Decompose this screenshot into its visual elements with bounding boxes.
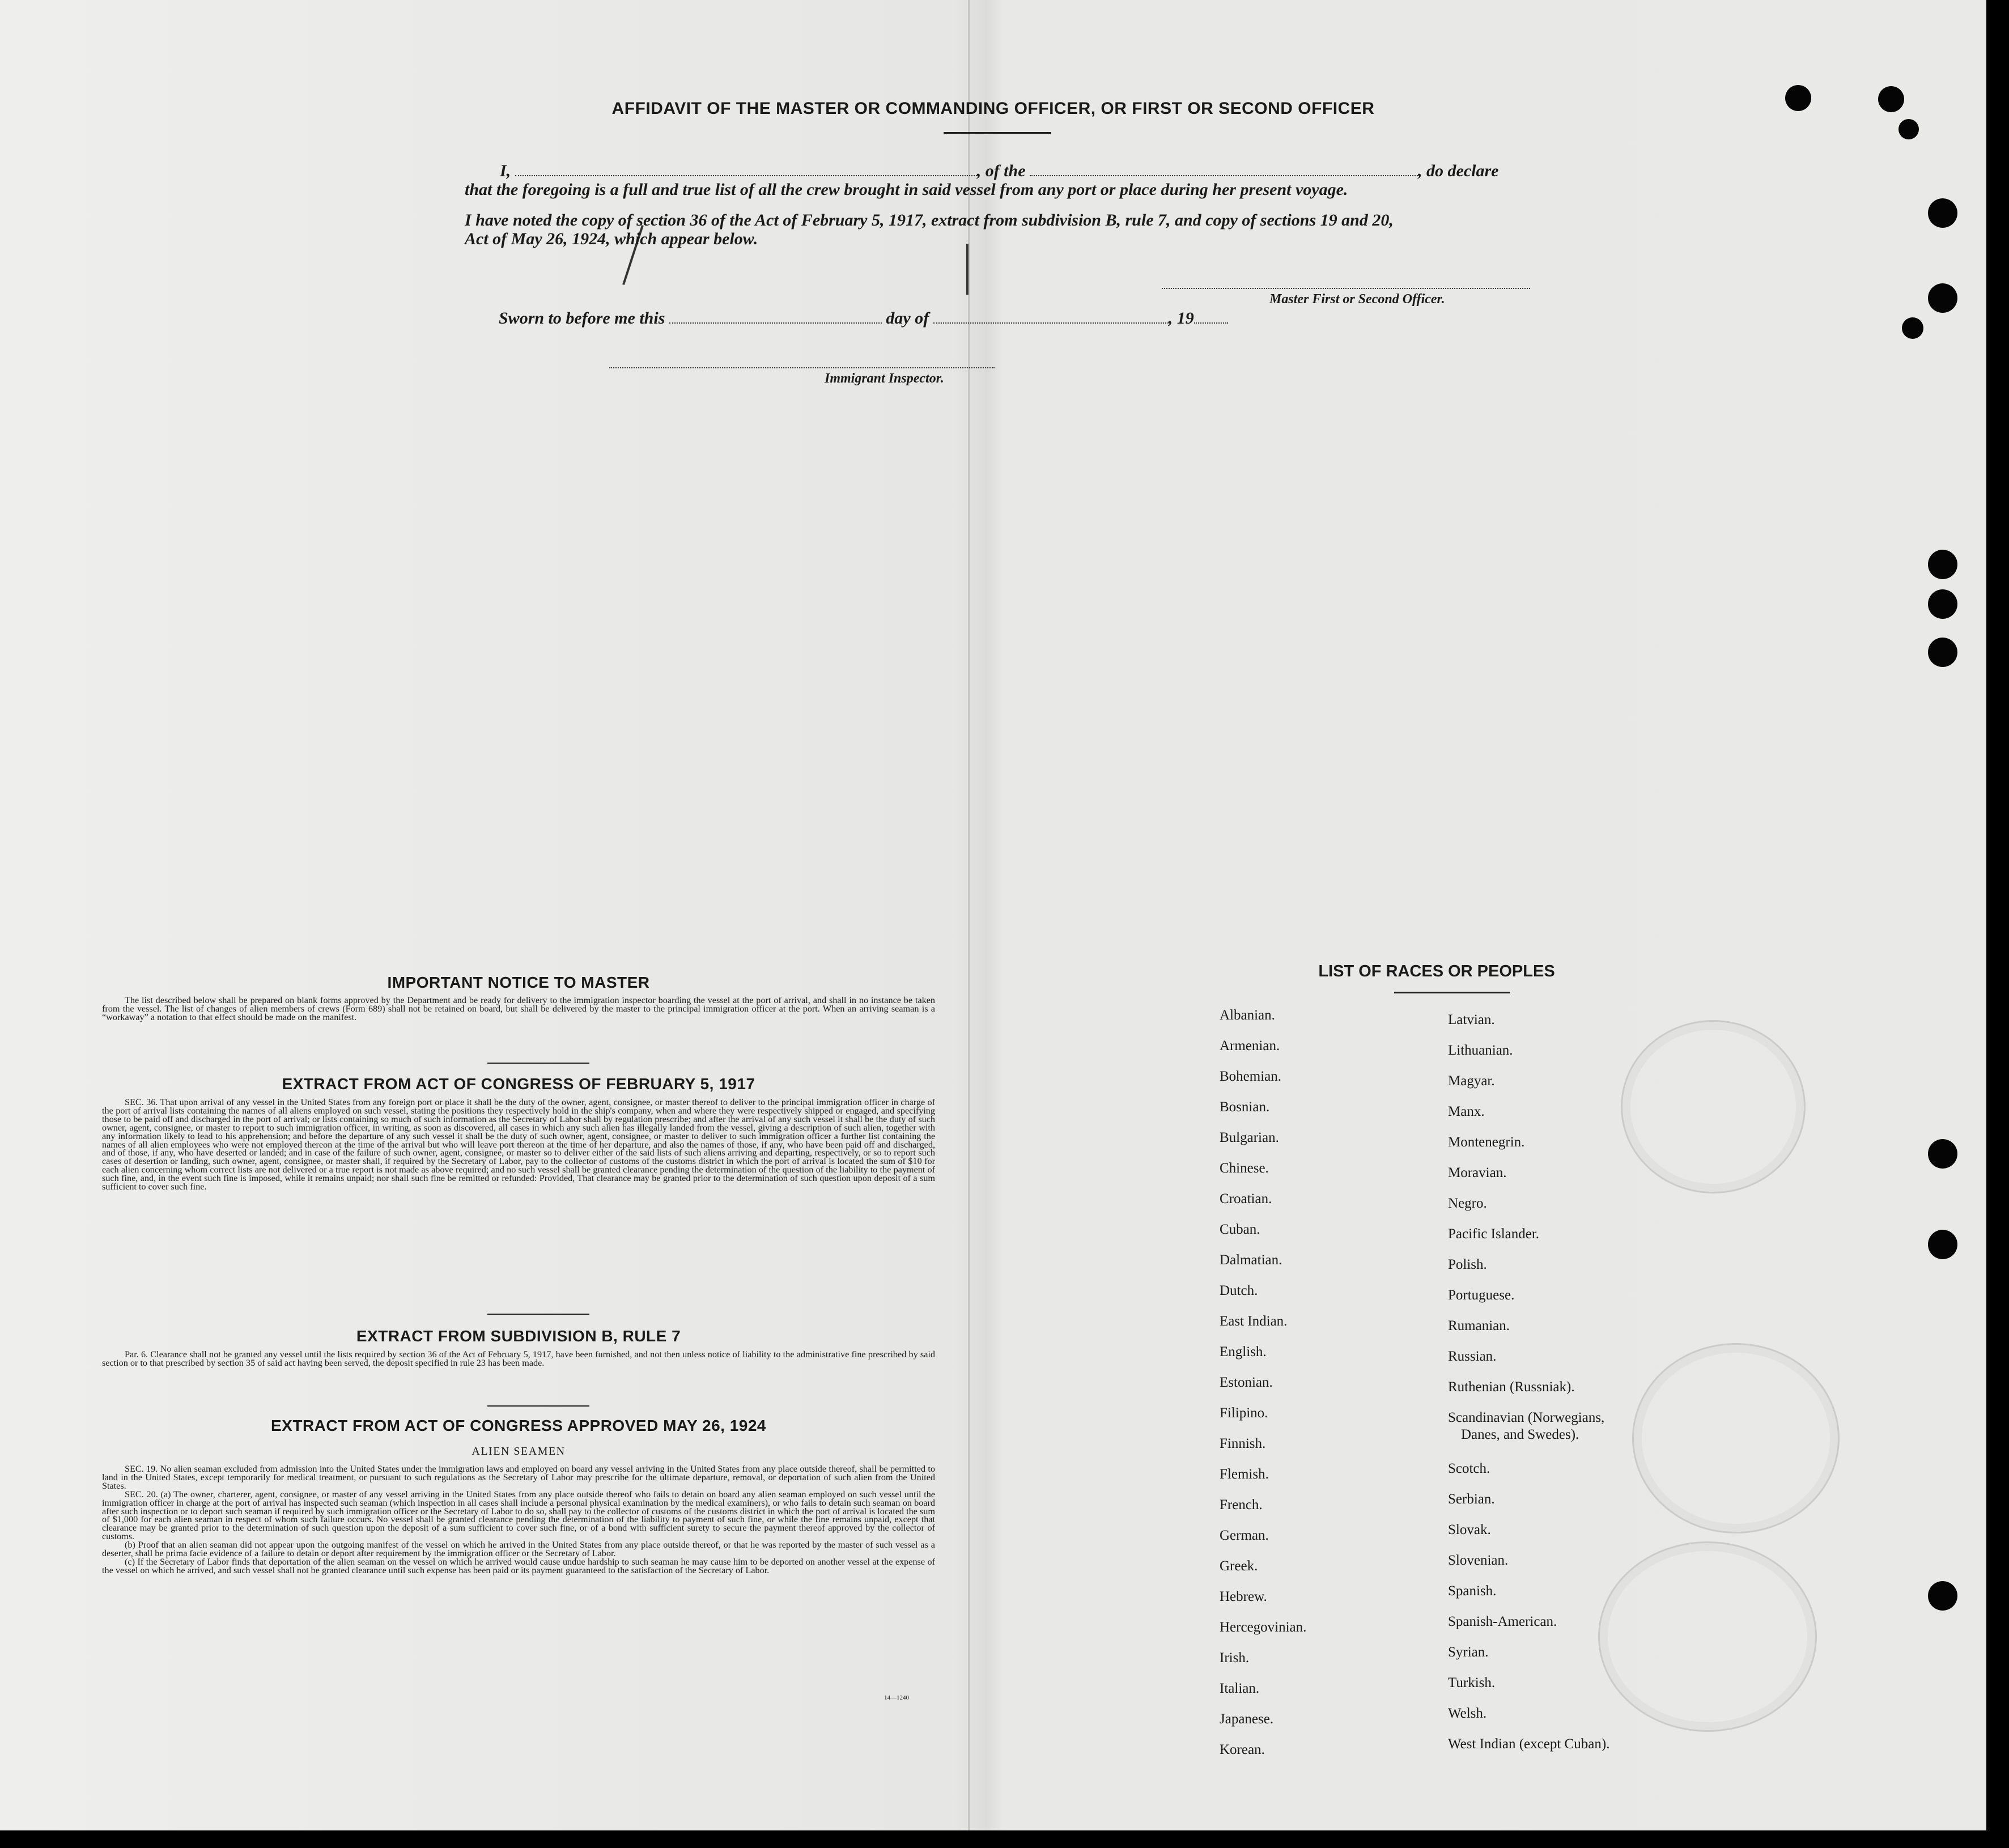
punch-hole bbox=[1898, 119, 1919, 139]
master-signature-field[interactable] bbox=[1162, 288, 1530, 289]
extract-1924-title: EXTRACT FROM ACT OF CONGRESS APPROVED MAY 26, 1924 bbox=[271, 1417, 766, 1434]
race-item: Filipino. bbox=[1220, 1405, 1268, 1421]
extract-rule7-text: Par. 6. Clearance shall not be granted any vessel until the lists required by section 36 of the Act of February 5, 1917, have been furnished, and not then unless notice of liability to the administrative fine prescribed by said section or to that prescribed by section 35 of said act having been served, the deposit specified in rule 23 has been made. bbox=[102, 1349, 935, 1368]
race-item: Albanian. bbox=[1220, 1008, 1275, 1023]
race-item: Italian. bbox=[1220, 1681, 1260, 1696]
sworn-year-label: , 19 bbox=[1168, 309, 1194, 328]
race-item: Bohemian. bbox=[1220, 1069, 1282, 1084]
punch-hole bbox=[1928, 1581, 1957, 1611]
race-item: Slovenian. bbox=[1448, 1553, 1509, 1568]
race-item: German. bbox=[1220, 1528, 1269, 1543]
affidavit-line-3: I have noted the copy of section 36 of the Act of February 5, 1917, extract from subdivision B, rule 7, and copy of sections 19 and 20, bbox=[465, 211, 1394, 230]
sworn-month-field[interactable] bbox=[933, 311, 1169, 324]
races-title: LIST OF RACES OR PEOPLES bbox=[1318, 962, 1555, 980]
embossed-seal bbox=[1598, 1541, 1817, 1732]
race-item: English. bbox=[1220, 1344, 1267, 1360]
affidavit-line-1 bbox=[500, 162, 1498, 181]
race-item: Russian. bbox=[1448, 1349, 1497, 1364]
race-item: Welsh. bbox=[1448, 1706, 1487, 1721]
punch-hole bbox=[1928, 589, 1957, 619]
extract-1924-subtitle: ALIEN SEAMEN bbox=[472, 1445, 566, 1458]
extract-1917-title: EXTRACT FROM ACT OF CONGRESS OF FEBRUARY 5, 1917 bbox=[282, 1075, 755, 1093]
inspector-signature-label: Immigrant Inspector. bbox=[825, 371, 944, 386]
punch-hole bbox=[1928, 283, 1957, 313]
race-item: Magyar. bbox=[1448, 1073, 1495, 1089]
race-item: Spanish. bbox=[1448, 1583, 1497, 1599]
race-item: Armenian. bbox=[1220, 1038, 1280, 1053]
race-item: Korean. bbox=[1220, 1742, 1265, 1757]
race-item: Scotch. bbox=[1448, 1461, 1490, 1476]
form-number: 14—1240 bbox=[884, 1694, 909, 1701]
race-item: Dalmatian. bbox=[1220, 1252, 1282, 1268]
races-title-rule bbox=[1394, 992, 1510, 993]
punch-hole bbox=[1928, 198, 1957, 228]
race-item: East Indian. bbox=[1220, 1314, 1288, 1329]
declarant-prefix: I, bbox=[500, 162, 511, 180]
embossed-seal bbox=[1632, 1343, 1840, 1533]
declarant-name-field[interactable] bbox=[515, 164, 977, 176]
section-rule bbox=[487, 1405, 589, 1407]
pen-mark bbox=[966, 244, 969, 295]
race-item: Hercegovinian. bbox=[1220, 1620, 1307, 1635]
race-item: Lithuanian. bbox=[1448, 1043, 1513, 1058]
race-item: Serbian. bbox=[1448, 1492, 1495, 1507]
extract-1924-body bbox=[102, 1465, 935, 1683]
sworn-line bbox=[499, 309, 1228, 328]
inspector-signature-field[interactable] bbox=[609, 367, 995, 368]
sworn-prefix: Sworn to before me this bbox=[499, 309, 665, 328]
race-item: Syrian. bbox=[1448, 1645, 1489, 1660]
sec-19-text: SEC. 19. No alien seaman excluded from admission into the United States under the immigration laws and employed on board any vessel arriving in the United States from any place outside thereof, shall be permitted to land in the United States, except temporarily for medical treatment, or pursuant to such regulations as the Secretary of Labor may prescribe for the ultimate departure, removal, or deportation of such alien from the United States. bbox=[102, 1464, 935, 1491]
race-item: Chinese. bbox=[1220, 1161, 1269, 1176]
race-item: Flemish. bbox=[1220, 1467, 1269, 1482]
extract-1917-text: SEC. 36. That upon arrival of any vessel in the United States from any foreign port or place it shall be the duty of the owner, agent, consignee, or master thereof to deliver to the principal immigration officer in charge of the port of arrival lists containing the names of all aliens employed on such vessel, stating the positions they respectively hold in the ship's company, when and where they were respectively shipped or engaged, and specifying those to be paid off and discharged in the port of arrival; or lists containing so much of such information as the Secretary of Labor shall by regulation prescribe; and after the arrival of any such vessel it shall be the duty of such owner, agent, consignee, or master to report to such immigration officer, in writing, as soon as discovered, all cases in which any such alien has illegally landed from the vessel, giving a description of such alien, together with any information likely to lead to his apprehension; and before the departure of any such vessel it shall be the duty of such owner, agent, consignee, or master to deliver to such immigration officer a further list containing the names of all alien employees who were not employed thereon at the time of the arrival but who will leave port thereon at the time of her departure, and also the names of those, if any, who have been paid off and discharged, and of those, if any, who have deserted or landed; and in case of the failure of such owner, agent, consignee, or master so to deliver either of the said lists of such aliens arriving and departing, respectively, or so to report such cases of desertion or landing, such owner, agent, consignee, or master shall, if required by the Secretary of Labor, pay to the collector of customs of the customs district in which the port of arrival is located the sum of $10 for each alien concerning whom correct lists are not delivered or a true report is not made as above required; and no such vessel shall be granted clearance pending the determination of the question of the liability to the payment of such fine, and, in the event such fine is imposed, while it remains unpaid; nor shall such fine be remitted or refunded: Provided, That clearance may be granted prior to the determination of such question upon deposit of a sum sufficient to cover such fine. bbox=[102, 1097, 935, 1192]
race-item: Croatian. bbox=[1220, 1191, 1272, 1206]
master-signature-label: Master First or Second Officer. bbox=[1269, 292, 1445, 307]
race-item: Montenegrin. bbox=[1448, 1135, 1525, 1150]
sworn-year-field[interactable] bbox=[1194, 311, 1228, 324]
race-item: Negro. bbox=[1448, 1196, 1487, 1211]
race-item: Polish. bbox=[1448, 1257, 1487, 1272]
punch-hole bbox=[1928, 550, 1957, 579]
race-item: Latvian. bbox=[1448, 1012, 1495, 1027]
punch-hole bbox=[1928, 638, 1957, 667]
race-item: Portuguese. bbox=[1448, 1288, 1515, 1303]
race-item: Rumanian. bbox=[1448, 1318, 1510, 1333]
notice-title: IMPORTANT NOTICE TO MASTER bbox=[387, 974, 650, 991]
punch-hole bbox=[1902, 317, 1923, 339]
race-item: Bosnian. bbox=[1220, 1099, 1270, 1115]
section-rule bbox=[487, 1063, 589, 1064]
punch-hole bbox=[1928, 1139, 1957, 1169]
race-item: Ruthenian (Russniak). bbox=[1448, 1379, 1575, 1395]
do-declare-label: , do declare bbox=[1418, 162, 1499, 180]
embossed-seal bbox=[1621, 1020, 1806, 1193]
of-the-label: , of the bbox=[976, 162, 1026, 180]
sworn-day-field[interactable] bbox=[669, 311, 882, 324]
sec-20b-text: (b) Proof that an alien seaman did not appear upon the outgoing manifest of the vessel on which he arrived in the United States from any place outside thereof, or that he was reported by the master of such vessel as a deserter, shall be prima facie evidence of a failure to detain or deport after requirement by the immigration officer or the Secretary of Labor. bbox=[102, 1540, 935, 1559]
affidavit-line-4: Act of May 26, 1924, which appear below. bbox=[465, 230, 758, 248]
race-item: Scandinavian (Norwegians, bbox=[1448, 1410, 1605, 1425]
race-item: Finnish. bbox=[1220, 1436, 1266, 1451]
race-item: Hebrew. bbox=[1220, 1589, 1267, 1604]
extract-rule7-title: EXTRACT FROM SUBDIVISION B, RULE 7 bbox=[356, 1327, 681, 1345]
race-item: Moravian. bbox=[1448, 1165, 1507, 1180]
race-item: Dutch. bbox=[1220, 1283, 1258, 1298]
race-item: Estonian. bbox=[1220, 1375, 1273, 1390]
affidavit-line-2: that the foregoing is a full and true list of all the crew brought in said vessel from any port or place during her present voyage. bbox=[465, 180, 1348, 199]
sec-20c-text: (c) If the Secretary of Labor finds that deportation of the alien seaman on the vessel on which he arrived would cause undue hardship to such seaman he may cause him to be deported on another vessel at the expense of the vessel on which he arrived, and such vessel shall not be granted clearance until such expense has been paid or its payment guaranteed to the satisfaction of the Secretary of Labor. bbox=[102, 1556, 935, 1575]
affidavit-title: AFFIDAVIT OF THE MASTER OR COMMANDING OFFICER, OR FIRST OR SECOND OFFICER bbox=[611, 99, 1375, 118]
race-item: Manx. bbox=[1448, 1104, 1485, 1119]
race-item: Japanese. bbox=[1220, 1711, 1274, 1727]
sec-20a-text: SEC. 20. (a) The owner, charterer, agent, consignee, or master of any vessel arriving in the United States from any place outside thereof who fails to detain on board any alien seaman employed on such vessel until the immigration officer in charge at the port of arrival has inspected such seaman (which inspection in all cases shall include a personal physical examination by the medical examiners), or who fails to detain such seaman on board after such inspection or to deport such seaman if required by such immigration officer or the Secretary of Labor to do so, shall pay to the collector of customs of the customs district in which the port of arrival is located the sum of $1,000 for each alien seaman in respect of whom such failure occurs. No vessel shall be granted clearance pending the determination of the liability to payment of such fine, or while the fine remains unpaid, except that clearance may be granted prior to the determination of such question upon the deposit of a sum sufficient to cover such fine, or of a bond with sufficient surety to secure the payment thereof approved by the collector of customs. bbox=[102, 1489, 935, 1542]
race-item: West Indian (except Cuban). bbox=[1448, 1736, 1610, 1752]
race-item: Bulgarian. bbox=[1220, 1130, 1279, 1145]
race-item: Greek. bbox=[1220, 1558, 1258, 1574]
race-item: Cuban. bbox=[1220, 1222, 1260, 1237]
race-item: French. bbox=[1220, 1497, 1263, 1513]
sworn-day-of-label: day of bbox=[886, 309, 929, 328]
race-item: Slovak. bbox=[1448, 1522, 1491, 1537]
race-item: Danes, and Swedes). bbox=[1461, 1427, 1579, 1442]
race-item: Spanish-American. bbox=[1448, 1614, 1557, 1629]
race-item: Turkish. bbox=[1448, 1675, 1496, 1690]
notice-text: The list described below shall be prepared on blank forms approved by the Department and be ready for delivery to the immigration inspector boarding the vessel at the port of arrival, and shall in no instance be taken from the vessel. The list of changes of alien members of crews (Form 689) shall not be retained on board, but shall be delivered by the master to the principal immigration officer at the port. When an arriving seaman is a “workaway” a notation to that effect should be made on the manifest. bbox=[102, 995, 935, 1022]
punch-hole bbox=[1928, 1230, 1957, 1259]
vessel-name-field[interactable] bbox=[1030, 164, 1418, 176]
section-rule bbox=[487, 1314, 589, 1315]
race-item: Pacific Islander. bbox=[1448, 1226, 1540, 1242]
title-rule bbox=[944, 132, 1051, 134]
race-item: Irish. bbox=[1220, 1650, 1250, 1666]
